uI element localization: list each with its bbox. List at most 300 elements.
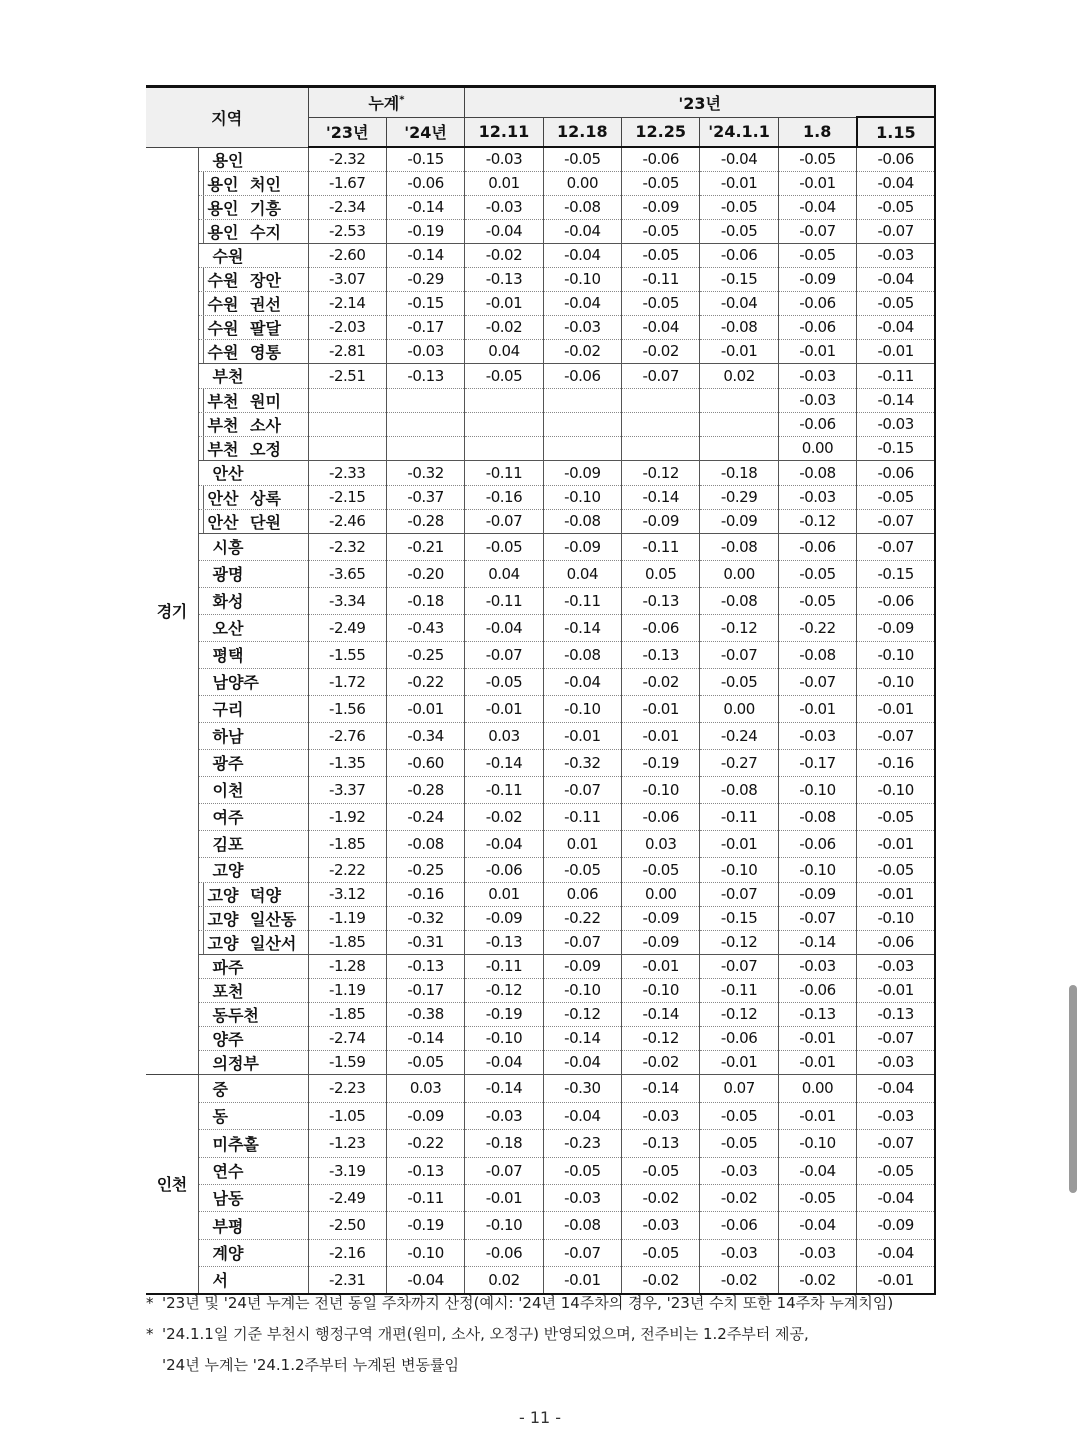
city-cell <box>198 267 308 291</box>
value-cell: -0.01 <box>857 339 935 363</box>
district-label: 고양 덕양 <box>203 883 281 906</box>
city-cell: 남양주 <box>198 668 308 695</box>
value-cell: 0.00 <box>700 560 778 587</box>
value-cell: -0.01 <box>700 339 778 363</box>
value-cell: 0.00 <box>778 1074 856 1102</box>
value-cell: 0.04 <box>465 339 543 363</box>
value-cell <box>543 388 621 412</box>
value-cell: -0.05 <box>778 147 856 171</box>
value-cell: -0.14 <box>386 195 464 219</box>
value-cell <box>622 436 700 460</box>
column-header-0: '23년 <box>308 117 386 147</box>
value-cell: -0.30 <box>543 1074 621 1102</box>
table-row <box>146 668 935 695</box>
value-cell: -0.11 <box>622 267 700 291</box>
value-cell: -0.07 <box>622 363 700 388</box>
value-cell: -0.14 <box>622 485 700 509</box>
value-cell: -0.21 <box>386 533 464 560</box>
value-cell: -0.03 <box>857 1050 935 1074</box>
value-cell: -3.34 <box>308 587 386 614</box>
value-cell: -0.03 <box>857 1102 935 1129</box>
table-row <box>146 460 935 485</box>
value-cell: -0.60 <box>386 749 464 776</box>
value-cell: -0.32 <box>543 749 621 776</box>
table-row <box>146 436 935 460</box>
value-cell: -2.31 <box>308 1266 386 1294</box>
value-cell: -0.04 <box>543 291 621 315</box>
value-cell <box>386 412 464 436</box>
value-cell: -0.29 <box>700 485 778 509</box>
value-cell: -0.06 <box>622 614 700 641</box>
table-row <box>146 363 935 388</box>
value-cell: -0.11 <box>465 460 543 485</box>
value-cell: -0.06 <box>622 147 700 171</box>
footnotes <box>146 1288 946 1381</box>
table-row <box>146 749 935 776</box>
value-cell: -1.56 <box>308 695 386 722</box>
value-cell: -2.51 <box>308 363 386 388</box>
value-cell: -0.07 <box>857 509 935 533</box>
value-cell: 0.00 <box>778 436 856 460</box>
value-cell: -0.10 <box>543 267 621 291</box>
value-cell: -0.05 <box>778 243 856 267</box>
value-cell: -0.15 <box>700 267 778 291</box>
district-label: 수원 권선 <box>203 292 281 315</box>
value-cell: -0.07 <box>465 641 543 668</box>
value-cell <box>386 436 464 460</box>
value-cell: -0.19 <box>386 1211 464 1239</box>
city-cell <box>198 339 308 363</box>
city-cell <box>198 882 308 906</box>
value-cell: -2.03 <box>308 315 386 339</box>
column-header-6: 1.8 <box>778 117 856 147</box>
footnote-1 <box>146 1288 946 1319</box>
value-cell: -0.03 <box>778 954 856 978</box>
region-cell: 경기 <box>146 147 198 1074</box>
value-cell: -0.12 <box>700 614 778 641</box>
value-cell: -1.85 <box>308 930 386 954</box>
value-cell: -0.05 <box>700 219 778 243</box>
value-cell: -0.10 <box>543 695 621 722</box>
city-cell: 김포 <box>198 830 308 857</box>
table-row <box>146 560 935 587</box>
value-cell: -0.05 <box>543 147 621 171</box>
value-cell: -0.09 <box>778 882 856 906</box>
value-cell: -0.10 <box>778 776 856 803</box>
value-cell: -0.13 <box>778 1002 856 1026</box>
value-cell: -0.08 <box>700 315 778 339</box>
value-cell: -0.11 <box>465 587 543 614</box>
value-cell: -0.03 <box>857 412 935 436</box>
value-cell: 0.04 <box>465 560 543 587</box>
page-number: - 11 - <box>518 1408 562 1427</box>
table-row <box>146 219 935 243</box>
value-cell: -0.05 <box>622 219 700 243</box>
value-cell <box>622 412 700 436</box>
value-cell: -0.04 <box>857 1074 935 1102</box>
value-cell: 0.00 <box>622 882 700 906</box>
value-cell: -2.15 <box>308 485 386 509</box>
city-cell: 파주 <box>198 954 308 978</box>
city-cell <box>198 291 308 315</box>
column-header-1: '24년 <box>386 117 464 147</box>
value-cell: -0.18 <box>386 587 464 614</box>
value-cell: -0.14 <box>857 388 935 412</box>
value-cell: -0.07 <box>543 1239 621 1266</box>
value-cell: -0.07 <box>700 641 778 668</box>
value-cell: -0.06 <box>857 460 935 485</box>
value-cell: -0.27 <box>700 749 778 776</box>
value-cell: -0.15 <box>857 560 935 587</box>
district-label: 안산 상록 <box>203 486 281 509</box>
table-row <box>146 695 935 722</box>
value-cell: -0.04 <box>465 614 543 641</box>
value-cell: -0.08 <box>543 641 621 668</box>
value-cell: -0.03 <box>857 243 935 267</box>
value-cell: -0.05 <box>857 857 935 882</box>
value-cell: -0.25 <box>386 857 464 882</box>
value-cell: -0.13 <box>857 1002 935 1026</box>
value-cell: -0.06 <box>622 803 700 830</box>
value-cell: -0.03 <box>465 1102 543 1129</box>
table-row <box>146 1102 935 1129</box>
table-row <box>146 485 935 509</box>
city-cell <box>198 219 308 243</box>
value-cell: -0.03 <box>700 1239 778 1266</box>
city-cell: 화성 <box>198 587 308 614</box>
value-cell: -0.07 <box>700 954 778 978</box>
value-cell: -0.02 <box>622 668 700 695</box>
value-cell: -0.02 <box>543 339 621 363</box>
value-cell: -0.06 <box>700 1211 778 1239</box>
value-cell: -0.07 <box>857 533 935 560</box>
value-cell: -0.15 <box>386 291 464 315</box>
city-cell: 동두천 <box>198 1002 308 1026</box>
value-cell: -0.14 <box>622 1002 700 1026</box>
value-cell: -0.02 <box>622 1050 700 1074</box>
city-cell: 평택 <box>198 641 308 668</box>
value-cell: -0.43 <box>386 614 464 641</box>
value-cell: -0.22 <box>778 614 856 641</box>
value-cell <box>465 436 543 460</box>
value-cell: -0.05 <box>857 1157 935 1184</box>
value-cell: -0.03 <box>857 954 935 978</box>
value-cell: -0.03 <box>543 315 621 339</box>
value-cell: -0.14 <box>386 243 464 267</box>
value-cell: -0.01 <box>622 695 700 722</box>
district-label: 안산 단원 <box>203 510 281 533</box>
value-cell: -2.34 <box>308 195 386 219</box>
value-cell: -0.11 <box>622 533 700 560</box>
value-cell: -0.02 <box>622 1266 700 1294</box>
value-cell: -3.12 <box>308 882 386 906</box>
value-cell: -0.14 <box>543 614 621 641</box>
value-cell: -0.25 <box>386 641 464 668</box>
table-row <box>146 1157 935 1184</box>
district-label: 고양 일산동 <box>203 907 297 930</box>
value-cell: -0.09 <box>622 930 700 954</box>
value-cell: -0.04 <box>622 315 700 339</box>
value-cell: -0.14 <box>386 1026 464 1050</box>
value-cell: -0.06 <box>778 830 856 857</box>
value-cell: -0.24 <box>386 803 464 830</box>
value-cell: -0.04 <box>778 195 856 219</box>
value-cell: -0.13 <box>386 1157 464 1184</box>
value-cell: -0.01 <box>778 171 856 195</box>
district-label: 용인 처인 <box>203 172 281 195</box>
value-cell: -0.01 <box>386 695 464 722</box>
value-cell: -0.02 <box>778 1266 856 1294</box>
value-cell: -0.02 <box>700 1184 778 1211</box>
city-cell: 오산 <box>198 614 308 641</box>
value-cell: -0.05 <box>622 171 700 195</box>
value-cell <box>543 436 621 460</box>
district-label: 용인 기흥 <box>203 196 281 219</box>
value-cell: -0.03 <box>778 485 856 509</box>
value-cell: -0.16 <box>386 882 464 906</box>
value-cell: -1.72 <box>308 668 386 695</box>
table-row <box>146 587 935 614</box>
value-cell: -0.04 <box>857 267 935 291</box>
value-cell: -0.14 <box>622 1074 700 1102</box>
value-cell: -0.04 <box>857 1184 935 1211</box>
value-cell: -0.06 <box>543 363 621 388</box>
value-cell: -2.14 <box>308 291 386 315</box>
district-label: 수원 장안 <box>203 268 281 291</box>
cumulative-header <box>308 87 465 118</box>
value-cell: -0.05 <box>700 1129 778 1157</box>
table-row <box>146 147 935 171</box>
value-cell: -0.05 <box>465 668 543 695</box>
value-cell: 0.03 <box>465 722 543 749</box>
value-cell: -0.04 <box>700 291 778 315</box>
value-cell: -0.05 <box>622 857 700 882</box>
value-cell: -0.10 <box>622 978 700 1002</box>
value-cell: -0.03 <box>778 388 856 412</box>
value-cell: -0.02 <box>700 1266 778 1294</box>
value-cell: -0.10 <box>778 1129 856 1157</box>
value-cell: 0.07 <box>700 1074 778 1102</box>
value-cell: -0.09 <box>543 460 621 485</box>
value-cell: -0.02 <box>622 1184 700 1211</box>
city-cell <box>198 412 308 436</box>
value-cell: -0.01 <box>778 339 856 363</box>
value-cell: -0.04 <box>857 315 935 339</box>
table-row <box>146 1050 935 1074</box>
table-row <box>146 267 935 291</box>
city-cell: 양주 <box>198 1026 308 1050</box>
city-cell: 광명 <box>198 560 308 587</box>
column-header-7: 1.15 <box>857 117 935 147</box>
value-cell: -0.04 <box>857 1239 935 1266</box>
value-cell: -0.09 <box>778 267 856 291</box>
city-cell: 의정부 <box>198 1050 308 1074</box>
city-cell: 서 <box>198 1266 308 1294</box>
value-cell: -0.10 <box>386 1239 464 1266</box>
value-cell: -0.06 <box>778 412 856 436</box>
value-cell: -0.07 <box>857 722 935 749</box>
region-header: 지역 <box>146 87 308 148</box>
value-cell: -0.01 <box>700 1050 778 1074</box>
city-cell: 중 <box>198 1074 308 1102</box>
value-cell: -0.04 <box>778 1157 856 1184</box>
value-cell: -0.09 <box>857 614 935 641</box>
table-row <box>146 930 935 954</box>
value-cell: 0.06 <box>543 882 621 906</box>
value-cell: -1.55 <box>308 641 386 668</box>
value-cell: -0.18 <box>700 460 778 485</box>
value-cell: -0.11 <box>465 954 543 978</box>
table-row <box>146 882 935 906</box>
table-row <box>146 195 935 219</box>
value-cell: 0.03 <box>622 830 700 857</box>
value-cell: -0.12 <box>622 1026 700 1050</box>
value-cell: -0.09 <box>543 954 621 978</box>
value-cell: -0.12 <box>778 509 856 533</box>
value-cell: -0.07 <box>857 1026 935 1050</box>
table-row <box>146 722 935 749</box>
footnote-1-text: '23년 및 '24년 누계는 전년 동일 주차까지 산정(예시: '24년 14주차의 경우, '23년 수치 또한 14주차 누계치임) <box>162 1294 894 1312</box>
table-row <box>146 641 935 668</box>
city-cell: 미추홀 <box>198 1129 308 1157</box>
city-cell <box>198 436 308 460</box>
value-cell: -0.13 <box>622 641 700 668</box>
district-label: 용인 수지 <box>203 220 281 243</box>
value-cell: -0.06 <box>778 978 856 1002</box>
value-cell: -1.67 <box>308 171 386 195</box>
value-cell: -0.05 <box>465 363 543 388</box>
value-cell: -0.06 <box>386 171 464 195</box>
value-cell: -0.05 <box>700 195 778 219</box>
table-row <box>146 339 935 363</box>
value-cell: -0.05 <box>622 291 700 315</box>
value-cell: -0.18 <box>465 1129 543 1157</box>
value-cell: -0.13 <box>622 587 700 614</box>
table-row <box>146 533 935 560</box>
value-cell: -2.60 <box>308 243 386 267</box>
value-cell: -1.19 <box>308 906 386 930</box>
value-cell: -0.06 <box>778 315 856 339</box>
value-cell: -0.06 <box>700 1026 778 1050</box>
value-cell: -0.24 <box>700 722 778 749</box>
value-cell: -0.07 <box>543 776 621 803</box>
value-cell: -0.08 <box>700 533 778 560</box>
value-cell: -0.09 <box>386 1102 464 1129</box>
value-cell: -0.12 <box>700 930 778 954</box>
value-cell: -0.01 <box>543 722 621 749</box>
value-cell: -0.11 <box>700 978 778 1002</box>
value-cell: -0.08 <box>543 1211 621 1239</box>
value-cell: -0.04 <box>543 1102 621 1129</box>
year-header: '23년 <box>465 87 935 118</box>
table-row <box>146 1002 935 1026</box>
value-cell: -0.03 <box>386 339 464 363</box>
region-cell: 인천 <box>146 1074 198 1294</box>
value-cell: -0.15 <box>700 906 778 930</box>
value-cell: -0.06 <box>857 930 935 954</box>
value-cell: -0.04 <box>386 1266 464 1294</box>
value-cell: -2.32 <box>308 533 386 560</box>
value-cell: -0.02 <box>465 243 543 267</box>
value-cell: -0.09 <box>622 906 700 930</box>
value-cell: -0.07 <box>778 668 856 695</box>
district-label: 수원 영통 <box>203 340 281 363</box>
value-cell: -0.14 <box>465 749 543 776</box>
scrollbar-track[interactable] <box>1064 0 1080 1440</box>
value-cell: -0.10 <box>622 776 700 803</box>
value-cell: -0.02 <box>622 339 700 363</box>
district-label: 수원 팔달 <box>203 316 281 339</box>
table-row <box>146 171 935 195</box>
value-cell: -0.03 <box>778 722 856 749</box>
value-cell: -0.07 <box>465 1157 543 1184</box>
value-cell: -0.17 <box>778 749 856 776</box>
value-cell: -2.22 <box>308 857 386 882</box>
city-cell: 수원 <box>198 243 308 267</box>
value-cell: -0.13 <box>386 954 464 978</box>
value-cell: -0.05 <box>857 485 935 509</box>
value-cell: -0.08 <box>700 776 778 803</box>
value-cell: -0.06 <box>857 587 935 614</box>
scrollbar-thumb[interactable] <box>1069 985 1077 1193</box>
price-change-table <box>146 85 936 1295</box>
value-cell: -0.10 <box>543 978 621 1002</box>
table-row <box>146 1129 935 1157</box>
value-cell: -0.01 <box>857 695 935 722</box>
value-cell <box>700 436 778 460</box>
value-cell: -0.08 <box>778 460 856 485</box>
district-label: 부천 오정 <box>203 437 281 460</box>
value-cell: -0.04 <box>543 219 621 243</box>
table-row <box>146 830 935 857</box>
value-cell: -2.49 <box>308 1184 386 1211</box>
city-cell: 여주 <box>198 803 308 830</box>
value-cell: -0.10 <box>465 1211 543 1239</box>
value-cell: -1.19 <box>308 978 386 1002</box>
value-cell: -0.08 <box>778 803 856 830</box>
value-cell: -0.04 <box>465 219 543 243</box>
value-cell: -0.09 <box>465 906 543 930</box>
table-row <box>146 776 935 803</box>
column-header-3: 12.18 <box>543 117 621 147</box>
value-cell <box>308 436 386 460</box>
city-cell: 하남 <box>198 722 308 749</box>
district-label: 고양 일산서 <box>203 931 297 954</box>
value-cell: -0.08 <box>386 830 464 857</box>
value-cell: -0.14 <box>465 1074 543 1102</box>
city-cell <box>198 195 308 219</box>
value-cell: -0.10 <box>857 906 935 930</box>
column-header-5: '24.1.1 <box>700 117 778 147</box>
value-cell: -0.22 <box>543 906 621 930</box>
value-cell: -0.14 <box>778 930 856 954</box>
city-cell: 계양 <box>198 1239 308 1266</box>
value-cell: 0.03 <box>386 1074 464 1102</box>
value-cell: -0.01 <box>543 1266 621 1294</box>
value-cell: -0.01 <box>778 1050 856 1074</box>
footnote-1-mark: * <box>146 1294 154 1312</box>
value-cell: -0.11 <box>857 363 935 388</box>
city-cell: 부천 <box>198 363 308 388</box>
value-cell: -2.49 <box>308 614 386 641</box>
value-cell: -0.13 <box>465 930 543 954</box>
value-cell: -0.03 <box>543 1184 621 1211</box>
value-cell: -0.07 <box>543 930 621 954</box>
value-cell: -0.13 <box>386 363 464 388</box>
value-cell: -0.08 <box>700 587 778 614</box>
value-cell: -0.29 <box>386 267 464 291</box>
value-cell: -0.34 <box>386 722 464 749</box>
